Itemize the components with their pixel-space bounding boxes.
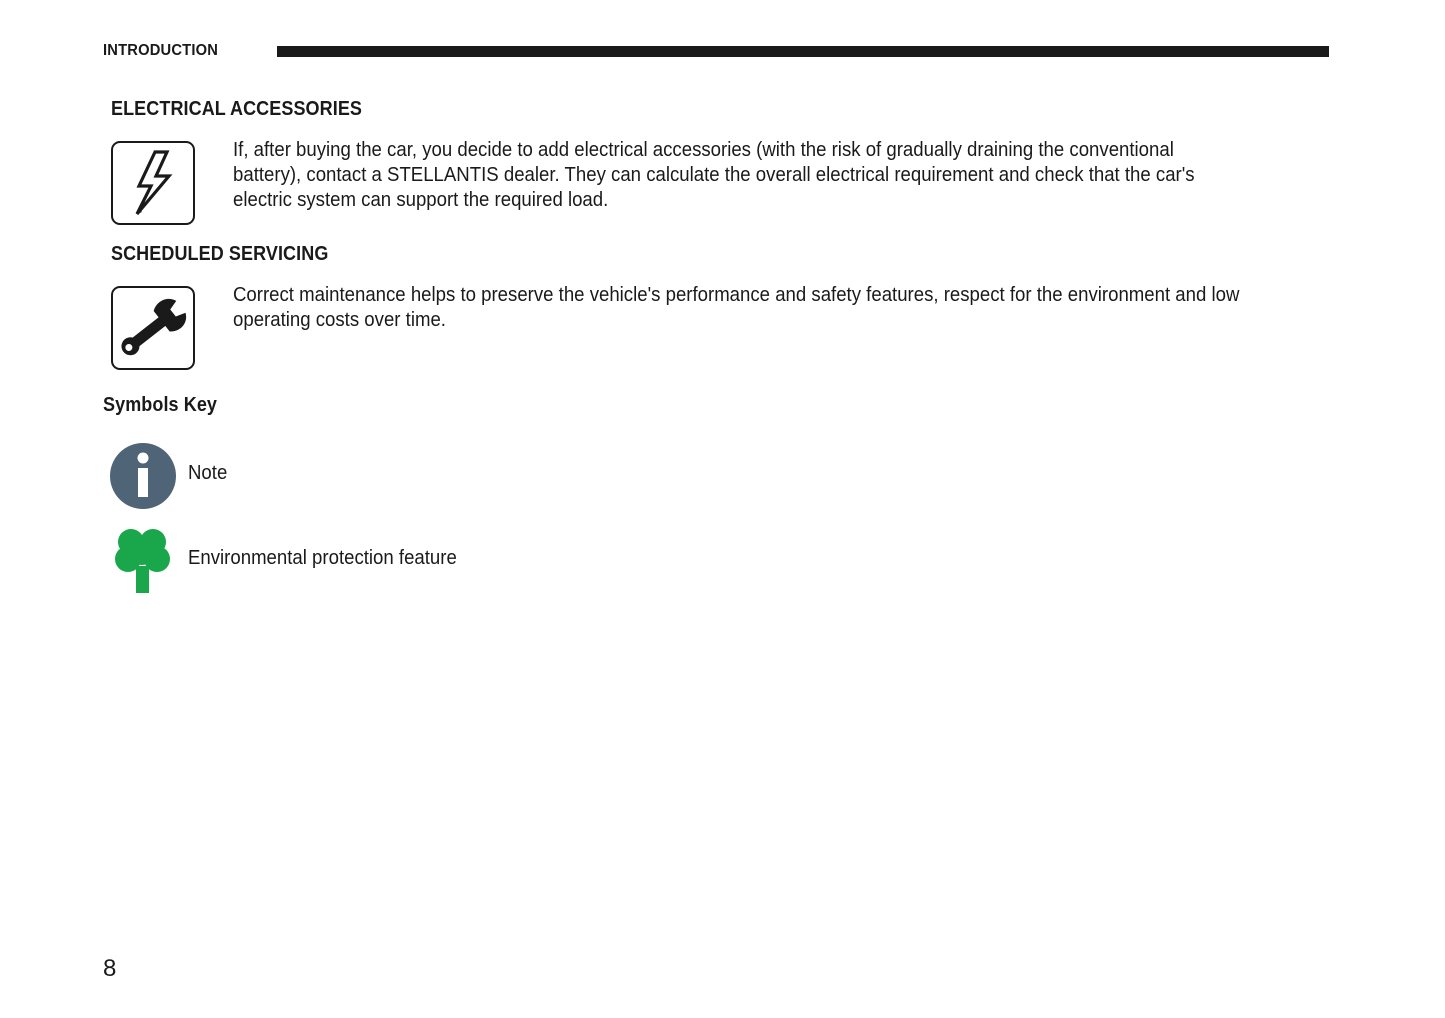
running-header: INTRODUCTION [103,42,219,59]
electrical-accessories-heading: ELECTRICAL ACCESSORIES [111,98,363,120]
tree-icon [115,528,171,599]
note-label: Note [188,462,228,484]
environmental-protection-label: Environmental protection feature [188,547,457,569]
page-number: 8 [103,955,117,982]
symbols-key-heading: Symbols Key [103,394,218,416]
wrench-icon [114,295,192,361]
header-rule [277,46,1329,57]
lightning-icon [131,150,175,216]
info-icon [110,443,176,514]
electrical-accessories-text: If, after buying the car, you decide to add electrical accessories (with the risk of gradually draining the conventional battery), contact a STELLANTIS dealer. They can calculate the overall electrical requirement and check that the car's electric system can support the required load. [233,139,1195,211]
scheduled-servicing-text: Correct maintenance helps to preserve the vehicle's performance and safety features, respect for the environment and low operating costs over time. [233,284,1240,331]
scheduled-servicing-heading: SCHEDULED SERVICING [111,243,329,265]
electrical-icon-box [111,141,195,225]
servicing-icon-box [111,286,195,370]
